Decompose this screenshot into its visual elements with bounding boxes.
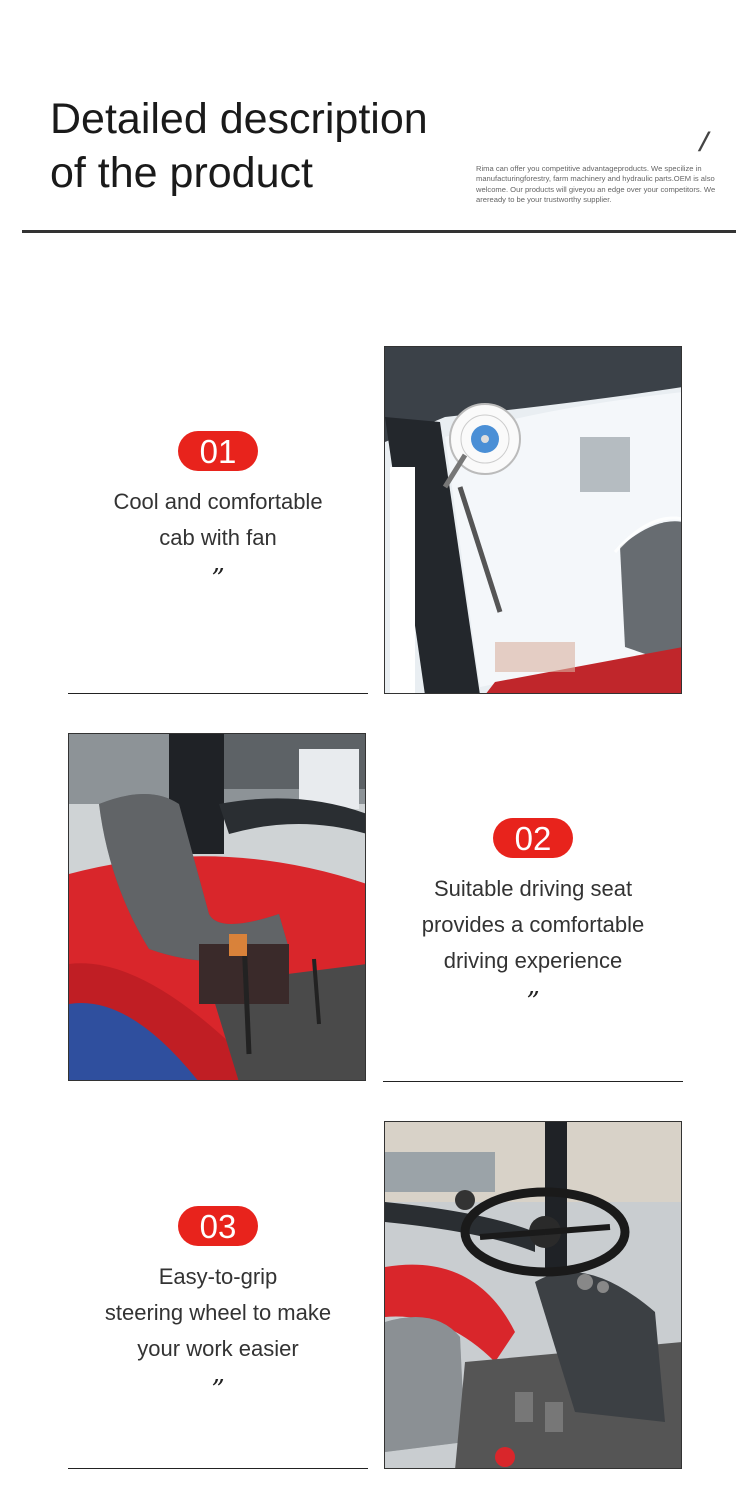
feature-number-badge: 01 <box>178 431 258 471</box>
feature-divider <box>68 693 368 694</box>
feature-02 <box>383 818 683 1015</box>
feature-description <box>68 484 368 556</box>
title-line-1: Detailed description <box>50 95 428 143</box>
feature-03 <box>68 1206 368 1403</box>
feature-description <box>68 1259 368 1367</box>
feature-description <box>383 871 683 979</box>
tractor-steering-wheel-photo <box>384 1121 682 1469</box>
quote-mark: ” <box>211 564 225 594</box>
tractor-cab-fan-photo <box>384 346 682 694</box>
feature-01 <box>68 431 368 592</box>
feature-description-line: driving experience <box>443 948 623 973</box>
feature-description-line: your work easier <box>137 1336 299 1361</box>
feature-description-line: cab with fan <box>159 525 277 550</box>
feature-divider <box>68 1468 368 1469</box>
feature-number-badge: 03 <box>178 1206 258 1246</box>
feature-description-line: Cool and comfortable <box>113 489 323 514</box>
feature-number-badge: 02 <box>493 818 573 858</box>
header-divider <box>22 230 736 233</box>
title-line-2: of the product <box>50 149 313 197</box>
quote-mark: ” <box>211 1375 225 1405</box>
feature-description-line: Easy-to-grip <box>158 1264 278 1289</box>
slash-mark: / <box>697 127 712 155</box>
tractor-driving-seat-photo <box>68 733 366 1081</box>
feature-divider <box>383 1081 683 1082</box>
intro-text: Rima can offer you competitive advantageproducts. We specilize in manufacturingforestry, farm machinery and hydraulic parts.OEM is also welcome. Our products will giveyou an edge over your competitors. We areready to be your trustworthy supplier. <box>476 164 716 205</box>
feature-description-line: provides a comfortable <box>421 912 645 937</box>
page-title <box>50 92 428 200</box>
feature-description-line: Suitable driving seat <box>433 876 633 901</box>
quote-mark: ” <box>526 987 540 1017</box>
feature-description-line: steering wheel to make <box>104 1300 332 1325</box>
